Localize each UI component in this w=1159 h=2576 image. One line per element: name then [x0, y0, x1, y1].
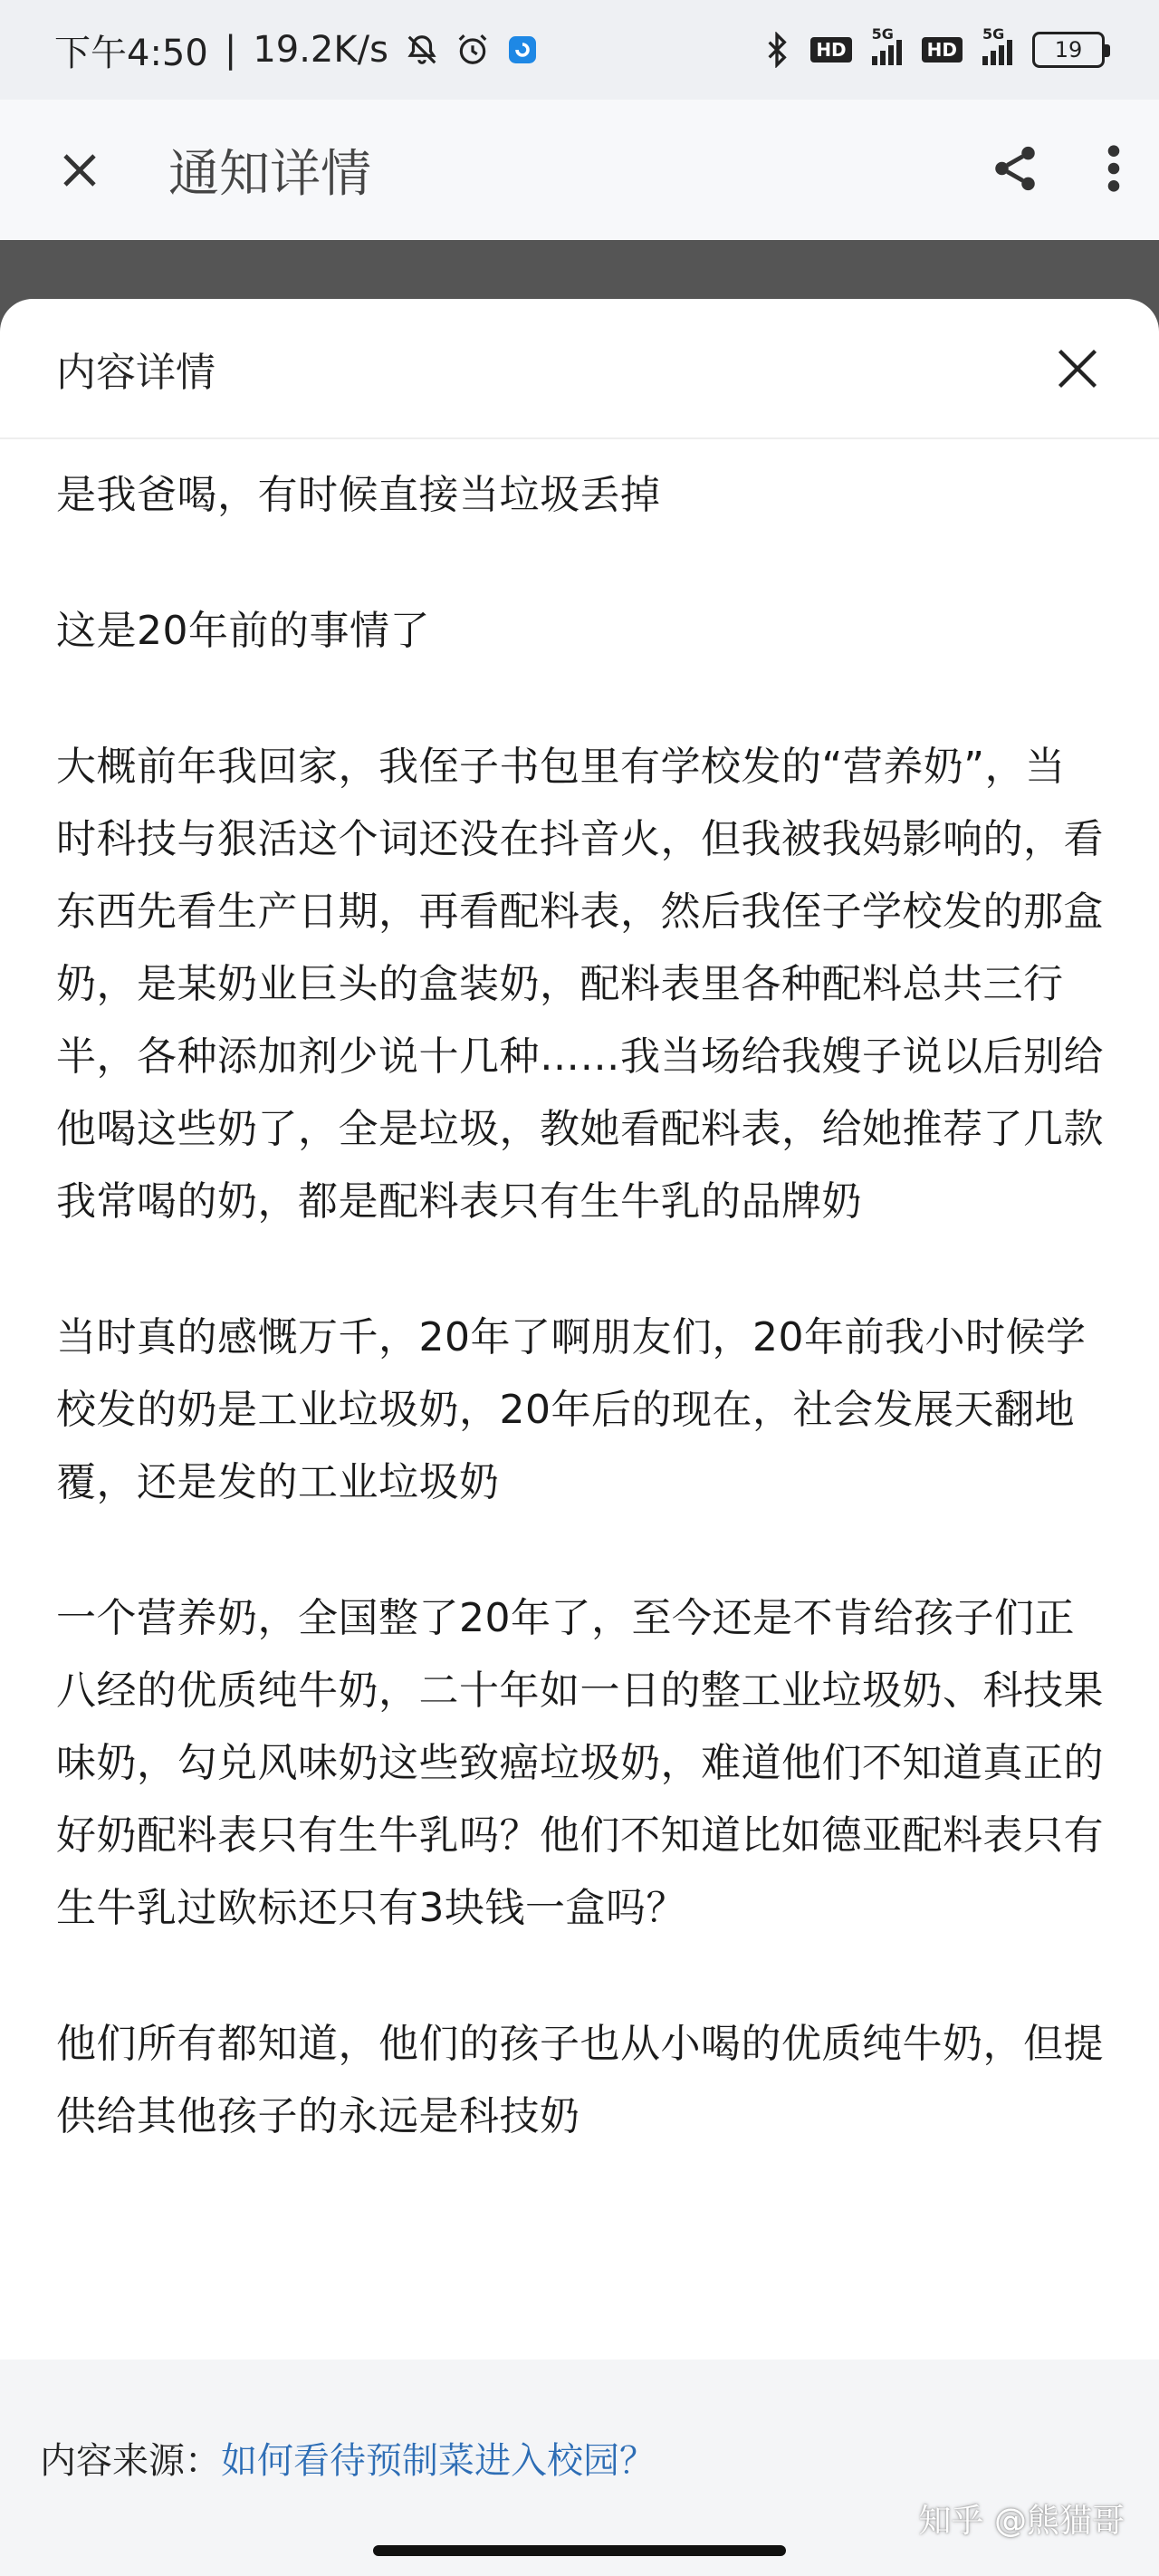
paragraph: 这是20年前的事情了	[56, 608, 430, 654]
paragraph: 一个营养奶，全国整了20年了，至今还是不肯给孩子们正八经的优质纯牛奶，二十年如一日的整工业垃圾奶、科技果味奶，勾兑风味奶这些致癌垃圾奶，难道他们不知道真正的好奶配料表只有生牛乳吗？他们不知道比如德亚配料表只有生牛乳过欧标还只有3块钱一盒吗？	[56, 1595, 1104, 1931]
status-bar	[0, 0, 1159, 100]
app-actions	[989, 142, 1123, 198]
bell-muted-icon	[405, 33, 439, 67]
sheet-title: 内容详情	[56, 349, 216, 396]
status-network-speed: 19.2K/s	[253, 29, 388, 71]
home-indicator[interactable]	[373, 2545, 786, 2556]
alarm-clock-icon	[455, 33, 490, 67]
hd-badge-2: HD	[922, 37, 963, 62]
network-type-1: 5G	[871, 25, 894, 43]
content-source	[0, 2360, 1159, 2576]
sheet-header	[0, 299, 1159, 439]
battery-icon	[1032, 32, 1105, 68]
paragraph: 大概前年我回家，我侄子书包里有学校发的“营养奶”，当时科技与狠活这个词还没在抖音火，但我被我妈影响的，看东西先看生产日期，再看配料表，然后我侄子学校发的那盒奶，是某奶业巨头的盒装奶，配料表里各种配料总共三行半，各种添加剂少说十几种……我当场给我嫂子说以后别给他喝这些奶了，全是垃圾，教她看配料表，给她推荐了几款我常喝的奶，都是配料表只有生牛乳的品牌奶	[56, 744, 1104, 1225]
signal-strength-icon-1	[871, 25, 902, 65]
app-notification-icon	[506, 34, 539, 66]
paragraph: 是我爸喝，有时候直接当垃圾丢掉	[56, 472, 661, 518]
app-bar	[0, 100, 1159, 240]
content-body	[0, 439, 1159, 2153]
source-link[interactable]: 如何看待预制菜进入校园？	[221, 2440, 656, 2482]
bluetooth-icon	[763, 32, 790, 68]
battery-level: 19	[1054, 37, 1083, 62]
status-left	[54, 24, 539, 76]
close-icon[interactable]	[54, 145, 105, 196]
status-separator: |	[224, 29, 237, 71]
status-time: 下午4:50	[54, 32, 208, 74]
share-icon[interactable]	[989, 142, 1041, 198]
source-label: 内容来源：	[40, 2440, 221, 2482]
network-type-2: 5G	[982, 25, 1005, 43]
sheet-close-icon[interactable]	[1050, 341, 1105, 396]
content-detail-sheet	[0, 299, 1159, 2576]
paragraph: 他们所有都知道，他们的孩子也从小喝的优质纯牛奶，但提供给其他孩子的永远是科技奶	[56, 2021, 1104, 2139]
page-title: 通知详情	[168, 144, 371, 204]
hd-badge-1: HD	[810, 37, 851, 62]
watermark: 知乎 @熊猫哥	[918, 2503, 1125, 2540]
source-line	[40, 2432, 656, 2484]
paragraph: 当时真的感慨万千，20年了啊朋友们，20年前我小时候学校发的奶是工业垃圾奶，20年后的现在，社会发展天翻地覆，还是发的工业垃圾奶	[56, 1314, 1087, 1505]
signal-strength-icon-2	[982, 25, 1012, 65]
status-right	[763, 25, 1105, 68]
more-vertical-icon[interactable]	[1105, 142, 1123, 198]
